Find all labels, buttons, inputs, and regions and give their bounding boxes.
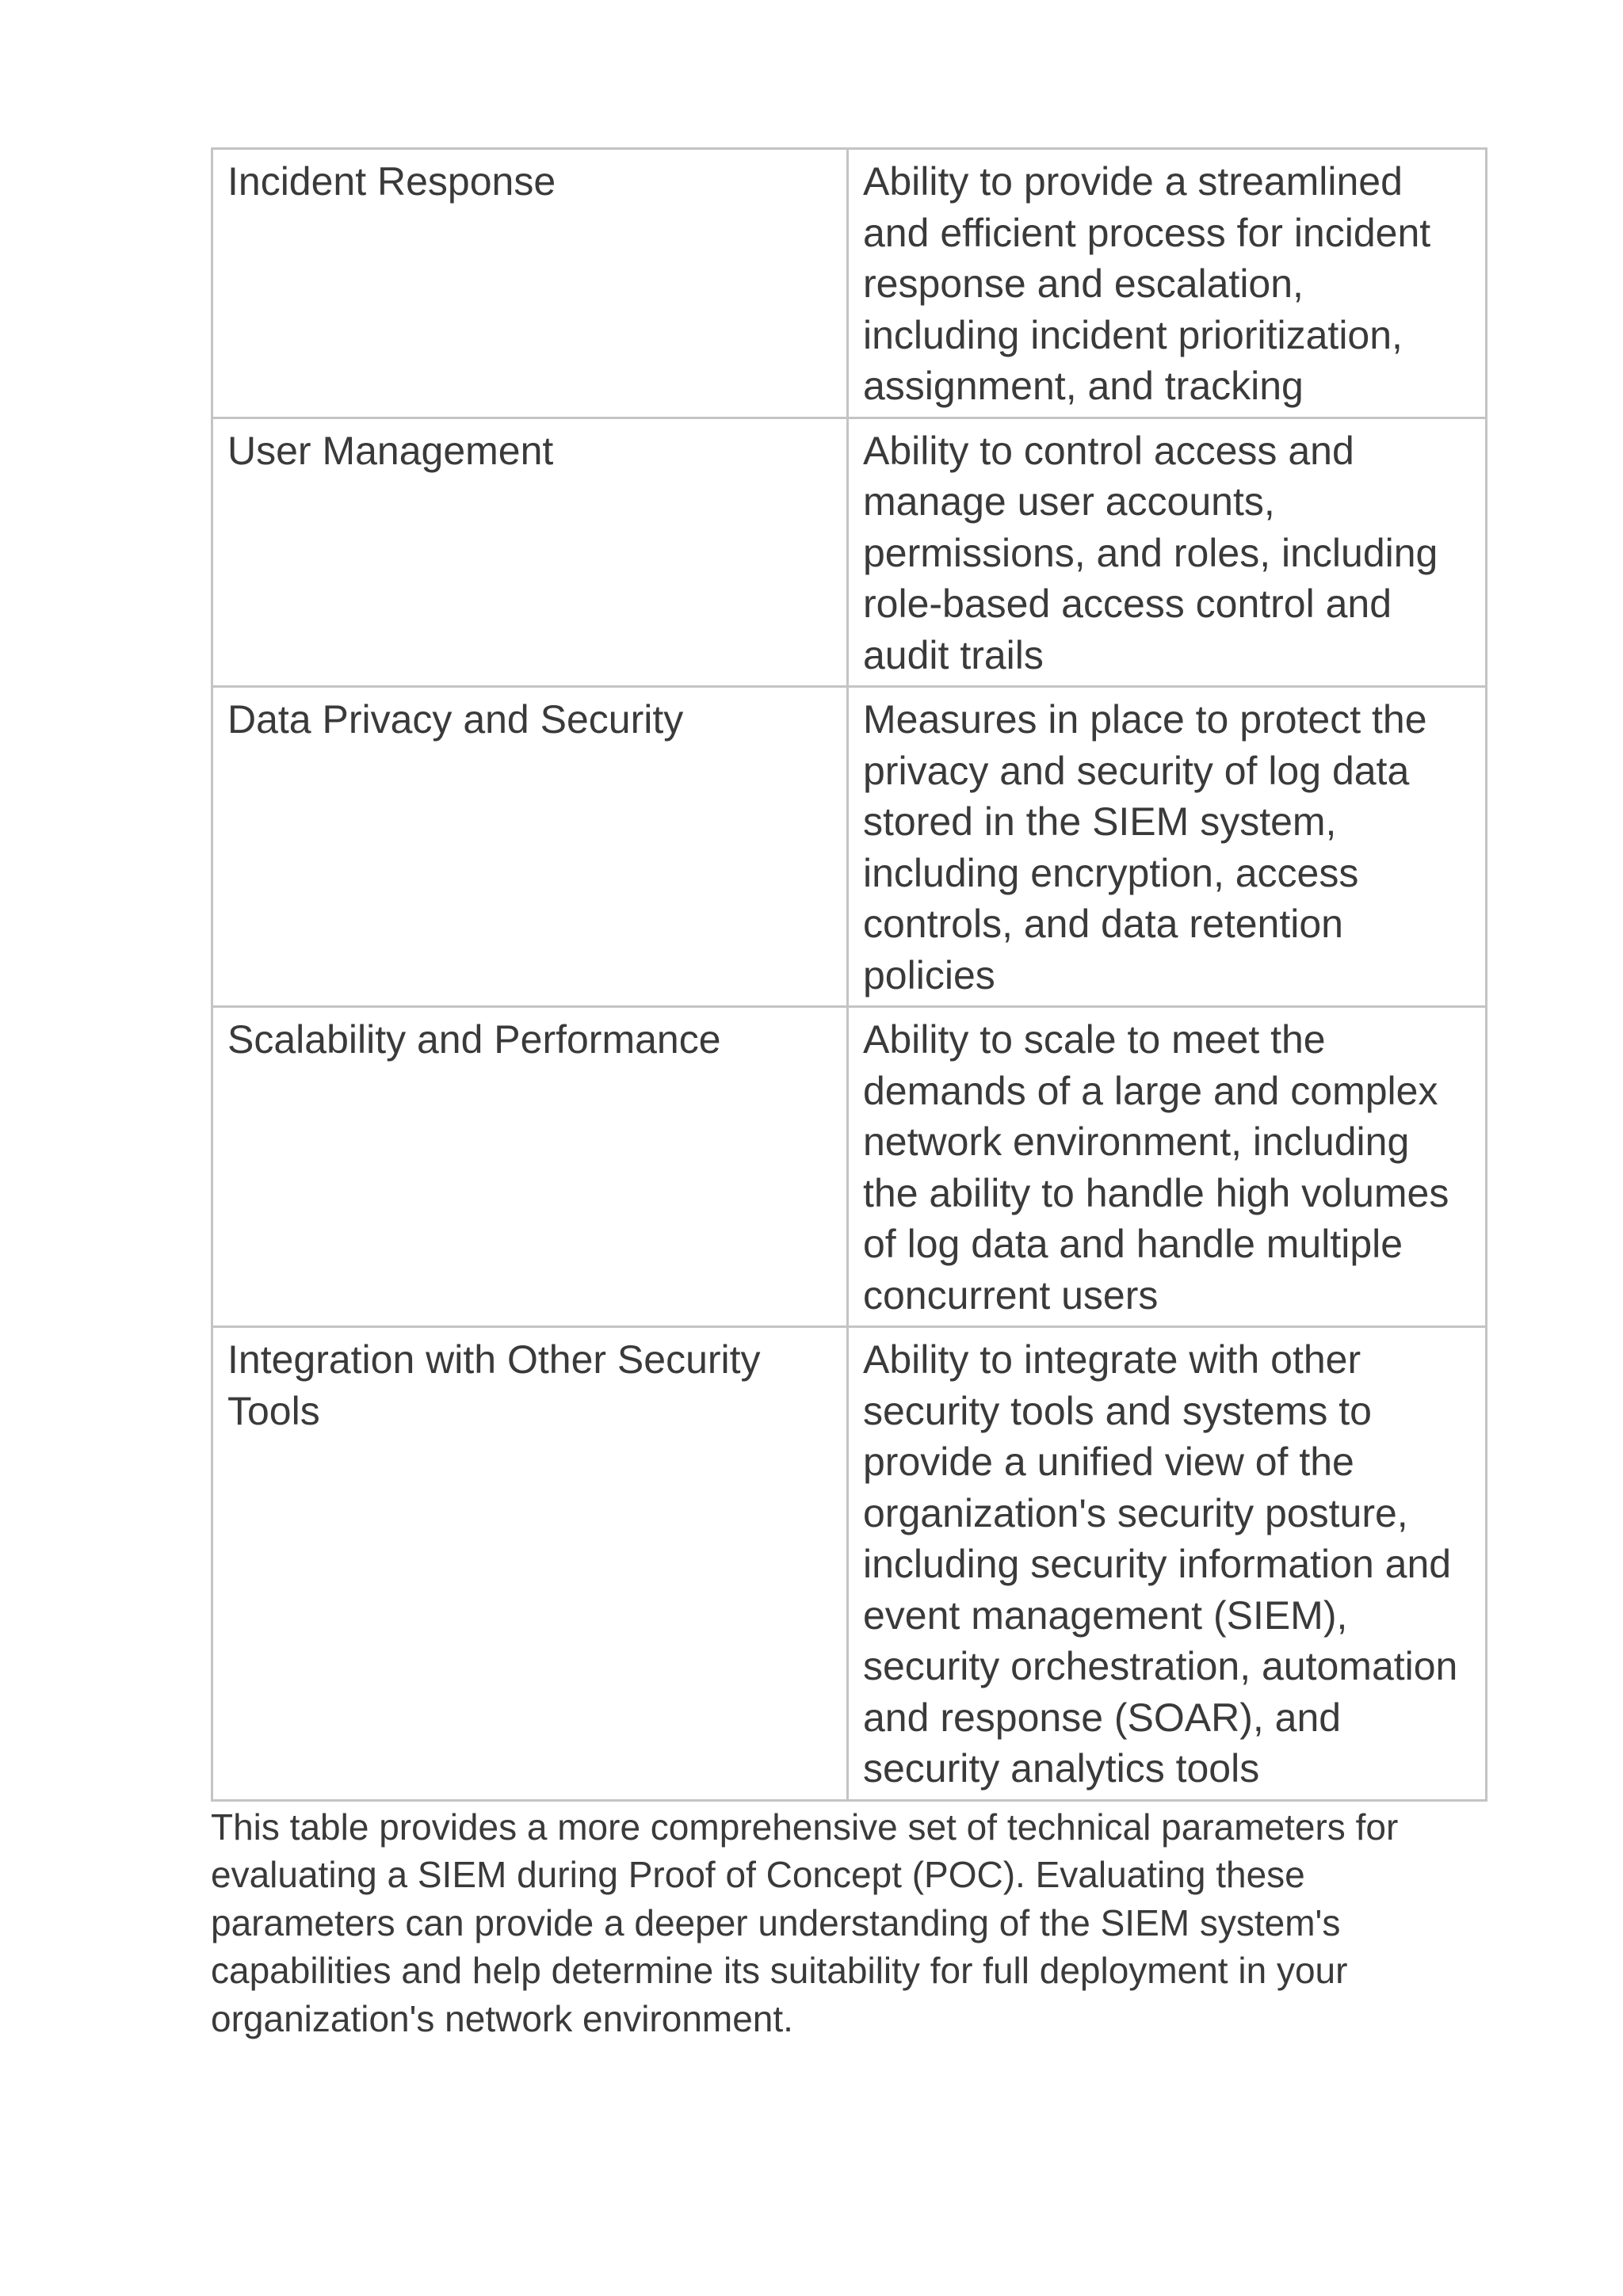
parameter-name-cell: Data Privacy and Security (212, 687, 848, 1007)
summary-paragraph: This table provides a more comprehensive set of technical parameters for evaluating a SIEM during Proof of Concept (POC). Evaluating these parameters can provide a deeper understanding of the SIEM system's capabilities and help determine its suitability for full deployment in your organization's network environment. (211, 1806, 1399, 2039)
parameter-name-cell: Incident Response (212, 149, 848, 418)
document-page (211, 147, 1458, 2042)
table-row (212, 1007, 1487, 1327)
table-row (212, 687, 1487, 1007)
parameter-description-cell: Ability to provide a streamlined and efficient process for incident response and escalation, including incident prioritization, assignment, and tracking (848, 149, 1487, 418)
table-row (212, 418, 1487, 687)
parameter-description-cell: Measures in place to protect the privacy and security of log data stored in the SIEM system, including encryption, access controls, and data retention policies (848, 687, 1487, 1007)
parameter-name-cell: User Management (212, 418, 848, 687)
parameters-table (211, 147, 1487, 1802)
parameter-name-cell: Scalability and Performance (212, 1007, 848, 1327)
parameter-name-cell: Integration with Other Security Tools (212, 1327, 848, 1801)
parameter-description-cell: Ability to integrate with other security tools and systems to provide a unified view of the organization's security posture, including security information and event management (SIEM), security orchestration, automation and response (SOAR), and security analytics tools (848, 1327, 1487, 1801)
table-row (212, 1327, 1487, 1801)
parameter-description-cell: Ability to scale to meet the demands of a large and complex network environment, including the ability to handle high volumes of log data and handle multiple concurrent users (848, 1007, 1487, 1327)
parameter-description-cell: Ability to control access and manage user accounts, permissions, and roles, including role-based access control and audit trails (848, 418, 1487, 687)
table-row (212, 149, 1487, 418)
